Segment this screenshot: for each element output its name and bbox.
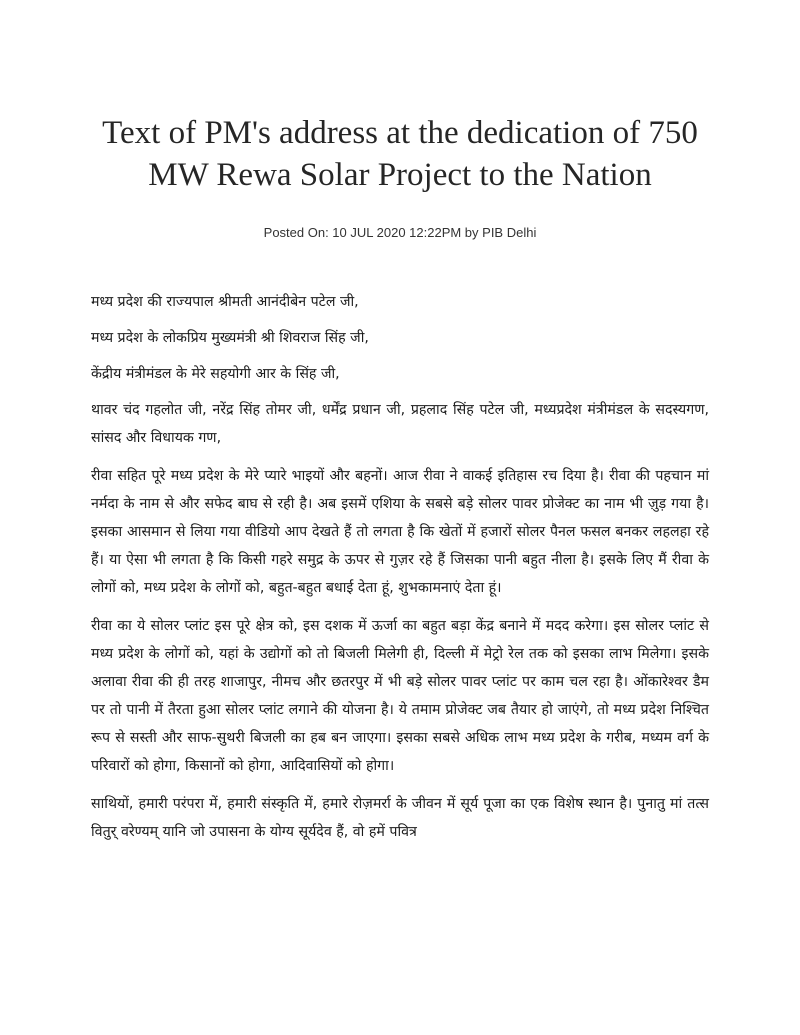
salutation-ministers: थावर चंद गहलोत जी, नरेंद्र सिंह तोमर जी, धर्मेंद्र प्रधान जी, प्रहलाद सिंह पटेल जी, मध्यप्रदेश मंत्रीमंडल के सदस्यगण, सांसद और विधायक गण, bbox=[91, 402, 709, 446]
salutation-chief-minister: मध्य प्रदेश के लोकप्रिय मुख्यमंत्री श्री शिवराज सिंह जी, bbox=[91, 330, 369, 346]
salutation-union-minister: केंद्रीय मंत्रीमंडल के मेरे सहयोगी आर के सिंह जी, bbox=[91, 366, 340, 382]
speech-body bbox=[91, 288, 709, 856]
posted-info: Posted On: 10 JUL 2020 12:22PM by PIB Delhi bbox=[263, 225, 537, 240]
paragraph-sun-worship: साथियों, हमारी परंपरा में, हमारी संस्कृति में, हमारे रोज़मर्रा के जीवन में सूर्य पूजा का एक विशेष स्थान है। पुनातु मां तत्स वितुर् वरेण्यम् यानि जो उपासना के योग्य सूर्यदेव हैं, वो हमें पवित्र bbox=[91, 796, 709, 840]
paragraph-solar-plant-benefits: रीवा का ये सोलर प्लांट इस पूरे क्षेत्र को, इस दशक में ऊर्जा का बहुत बड़ा केंद्र बनाने में मदद करेगा। इस सोलर प्लांट से मध्य प्रदेश के लोगों को, यहां के उद्योगों को तो बिजली मिलेगी ही, दिल्ली में मेट्रो रेल तक को इसका लाभ मिलेगा। इसके अलावा रीवा की ही तरह शाजापुर, नीमच और छतरपुर में भी बड़े सोलर पावर प्लांट पर काम चल रहा है। ओंकारेश्वर डैम पर तो पानी में तैरता हुआ सोलर प्लांट लगाने की योजना है। ये तमाम प्रोजेक्ट जब तैयार हो जाएंगे, तो मध्य प्रदेश निश्चित रूप से सस्ती और साफ-सुथरी बिजली का हब बन जाएगा। इसका सबसे अधिक लाभ मध्य प्रदेश के गरीब, मध्यम वर्ग के परिवारों को होगा, किसानों को होगा, आदिवासियों को होगा। bbox=[91, 618, 709, 774]
salutation-governor: मध्य प्रदेश की राज्यपाल श्रीमती आनंदीबेन पटेल जी, bbox=[91, 294, 359, 310]
paragraph-rewa-history: रीवा सहित पूरे मध्य प्रदेश के मेरे प्यारे भाइयों और बहनों। आज रीवा ने वाकई इतिहास रच दिया है। रीवा की पहचान मां नर्मदा के नाम से और सफेद बाघ से रही है। अब इसमें एशिया के सबसे बड़े सोलर पावर प्रोजेक्ट का नाम भी ज़ुड़ गया है। इसका आसमान से लिया गया वीडियो आप देखते हैं तो लगता है कि खेतों में हजारों सोलर पैनल फसल बनकर लहलहा रहे हैं। या ऐसा भी लगता है कि किसी गहरे समुद्र के ऊपर से गुज़र रहे हैं जिसका पानी बहुत नीला है। इसके लिए मैं रीवा के लोगों को, मध्य प्रदेश के लोगों को, बहुत-बहुत बधाई देता हूं, शुभकामनाएं देता हूं। bbox=[91, 468, 709, 596]
page-title: Text of PM's address at the dedication of 750 MW Rewa Solar Project to the Nation bbox=[102, 115, 698, 193]
